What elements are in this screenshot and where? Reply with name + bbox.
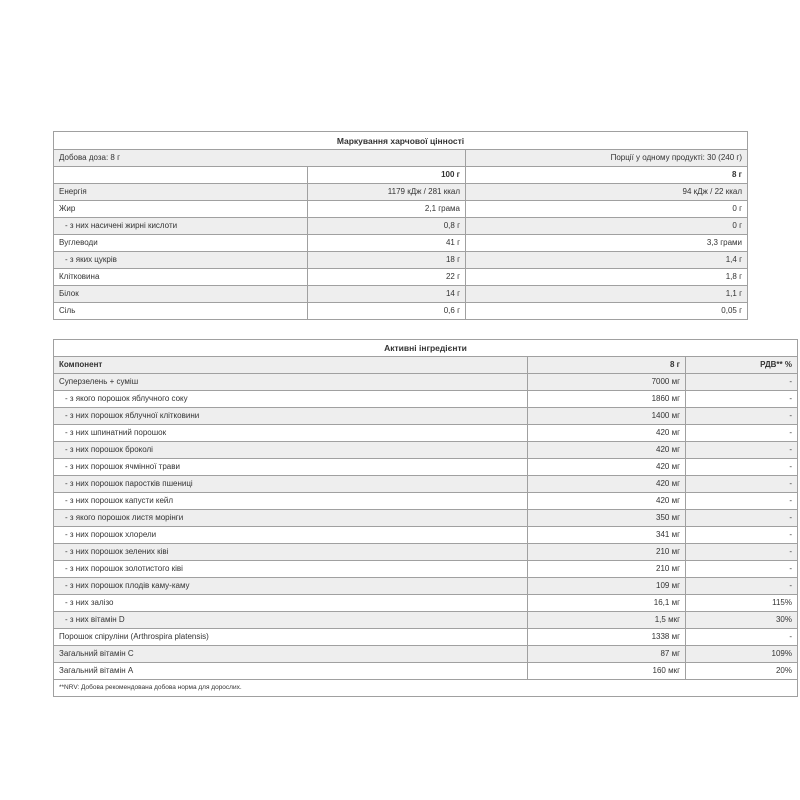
nutrient-value-100g: 18 г [308, 252, 466, 269]
table-row [54, 646, 798, 663]
table-row [54, 476, 798, 493]
column-header-amount: 8 г [528, 357, 686, 374]
ingredient-rdv: 20% [686, 663, 798, 680]
ingredient-amount: 1338 мг [528, 629, 686, 646]
ingredient-name: - з них порошок яблучної клітковини [54, 408, 528, 425]
ingredient-name: - з них залізо [54, 595, 528, 612]
column-header-8g: 8 г [466, 167, 748, 184]
nutrient-name: - з яких цукрів [54, 252, 308, 269]
table-row [54, 459, 798, 476]
daily-dose: Добова доза: 8 г [54, 150, 466, 167]
ingredient-rdv: - [686, 476, 798, 493]
ingredient-name: - з них шпинатний порошок [54, 425, 528, 442]
ingredient-rdv: - [686, 374, 798, 391]
ingredient-rdv: - [686, 510, 798, 527]
nutrient-name: Вуглеводи [54, 235, 308, 252]
ingredient-rdv: - [686, 493, 798, 510]
column-header-rdv: РДВ** % [686, 357, 798, 374]
ingredient-amount: 341 мг [528, 527, 686, 544]
nutrient-value-100g: 0,8 г [308, 218, 466, 235]
ingredient-amount: 1,5 мкг [528, 612, 686, 629]
ingredient-rdv: - [686, 391, 798, 408]
ingredient-rdv: - [686, 544, 798, 561]
nutrient-value-100g: 14 г [308, 286, 466, 303]
nutrient-name: Жир [54, 201, 308, 218]
table-row [54, 561, 798, 578]
nutrient-name: Клітковина [54, 269, 308, 286]
ingredient-amount: 16,1 мг [528, 595, 686, 612]
nutrient-name: - з них насичені жирні кислоти [54, 218, 308, 235]
table-row [54, 408, 798, 425]
ingredient-rdv: - [686, 425, 798, 442]
nutrient-name: Сіль [54, 303, 308, 320]
table-row [54, 286, 748, 303]
ingredient-amount: 420 мг [528, 442, 686, 459]
ingredient-amount: 210 мг [528, 544, 686, 561]
table-row [54, 442, 798, 459]
footnote: **NRV: Добова рекомендована добова норма для дорослих. [54, 680, 798, 697]
ingredient-rdv: 115% [686, 595, 798, 612]
ingredient-amount: 210 мг [528, 561, 686, 578]
table-row [54, 269, 748, 286]
ingredient-rdv: - [686, 442, 798, 459]
ingredient-amount: 1400 мг [528, 408, 686, 425]
ingredients-title-row [54, 340, 798, 357]
ingredient-rdv: - [686, 408, 798, 425]
ingredient-rdv: 30% [686, 612, 798, 629]
ingredient-amount: 420 мг [528, 493, 686, 510]
nutrient-value-8g: 0,05 г [466, 303, 748, 320]
ingredient-rdv: - [686, 629, 798, 646]
nutrient-value-8g: 1,8 г [466, 269, 748, 286]
ingredient-rdv: - [686, 561, 798, 578]
ingredient-amount: 420 мг [528, 459, 686, 476]
ingredient-name: - з них порошок золотистого ківі [54, 561, 528, 578]
nutrient-value-100g: 0,6 г [308, 303, 466, 320]
table-row [54, 303, 748, 320]
table-row [54, 595, 798, 612]
ingredient-name: Порошок спіруліни (Arthrospira platensis) [54, 629, 528, 646]
serving-info-row [54, 150, 748, 167]
ingredient-name: - з якого порошок яблучного соку [54, 391, 528, 408]
nutrition-title-row [54, 132, 748, 150]
table-row [54, 425, 798, 442]
nutrition-header-row [54, 167, 748, 184]
ingredients-table [53, 339, 798, 697]
nutrient-value-8g: 1,4 г [466, 252, 748, 269]
table-row [54, 201, 748, 218]
ingredient-name: Суперзелень + суміш [54, 374, 528, 391]
nutrient-value-8g: 1,1 г [466, 286, 748, 303]
ingredient-name: Загальний вітамін А [54, 663, 528, 680]
nutrient-value-8g: 94 кДж / 22 ккал [466, 184, 748, 201]
ingredient-name: - з них порошок хлорели [54, 527, 528, 544]
table-row [54, 218, 748, 235]
nutrient-value-100g: 22 г [308, 269, 466, 286]
footnote-row [54, 680, 798, 697]
nutrition-header-empty [54, 167, 308, 184]
nutrient-value-8g: 0 г [466, 201, 748, 218]
nutrient-value-100g: 41 г [308, 235, 466, 252]
table-row [54, 612, 798, 629]
ingredient-amount: 87 мг [528, 646, 686, 663]
table-row [54, 391, 798, 408]
table-row [54, 235, 748, 252]
ingredient-name: - з них порошок плодів каму-каму [54, 578, 528, 595]
ingredients-header-row [54, 357, 798, 374]
ingredient-amount: 420 мг [528, 476, 686, 493]
ingredient-amount: 420 мг [528, 425, 686, 442]
ingredient-rdv: - [686, 527, 798, 544]
nutrition-title: Маркування харчової цінності [54, 132, 748, 150]
ingredient-amount: 350 мг [528, 510, 686, 527]
servings-per-product: Порції у одному продукті: 30 (240 г) [466, 150, 748, 167]
table-row [54, 544, 798, 561]
table-row [54, 663, 798, 680]
ingredient-name: - з якого порошок листя морінги [54, 510, 528, 527]
ingredient-name: - з них порошок ячмінної трави [54, 459, 528, 476]
table-row [54, 578, 798, 595]
table-row [54, 629, 798, 646]
table-row [54, 374, 798, 391]
ingredients-title: Активні інгредієнти [54, 340, 798, 357]
ingredient-name: - з них порошок броколі [54, 442, 528, 459]
table-row [54, 527, 798, 544]
ingredient-name: - з них порошок паростків пшениці [54, 476, 528, 493]
ingredient-rdv: - [686, 578, 798, 595]
nutrient-value-100g: 2,1 грама [308, 201, 466, 218]
table-row [54, 493, 798, 510]
nutrient-name: Білок [54, 286, 308, 303]
nutrient-value-8g: 3,3 грами [466, 235, 748, 252]
ingredient-rdv: 109% [686, 646, 798, 663]
ingredient-amount: 109 мг [528, 578, 686, 595]
ingredient-amount: 160 мкг [528, 663, 686, 680]
column-header-component: Компонент [54, 357, 528, 374]
table-row [54, 184, 748, 201]
nutrient-value-100g: 1179 кДж / 281 ккал [308, 184, 466, 201]
table-row [54, 252, 748, 269]
nutrition-table [53, 131, 748, 320]
table-row [54, 510, 798, 527]
ingredient-amount: 7000 мг [528, 374, 686, 391]
ingredient-name: - з них вітамін D [54, 612, 528, 629]
ingredient-name: - з них порошок капусти кейл [54, 493, 528, 510]
nutrient-value-8g: 0 г [466, 218, 748, 235]
ingredient-rdv: - [686, 459, 798, 476]
ingredient-amount: 1860 мг [528, 391, 686, 408]
column-header-100g: 100 г [308, 167, 466, 184]
ingredient-name: Загальний вітамін С [54, 646, 528, 663]
nutrient-name: Енергія [54, 184, 308, 201]
ingredient-name: - з них порошок зелених ківі [54, 544, 528, 561]
